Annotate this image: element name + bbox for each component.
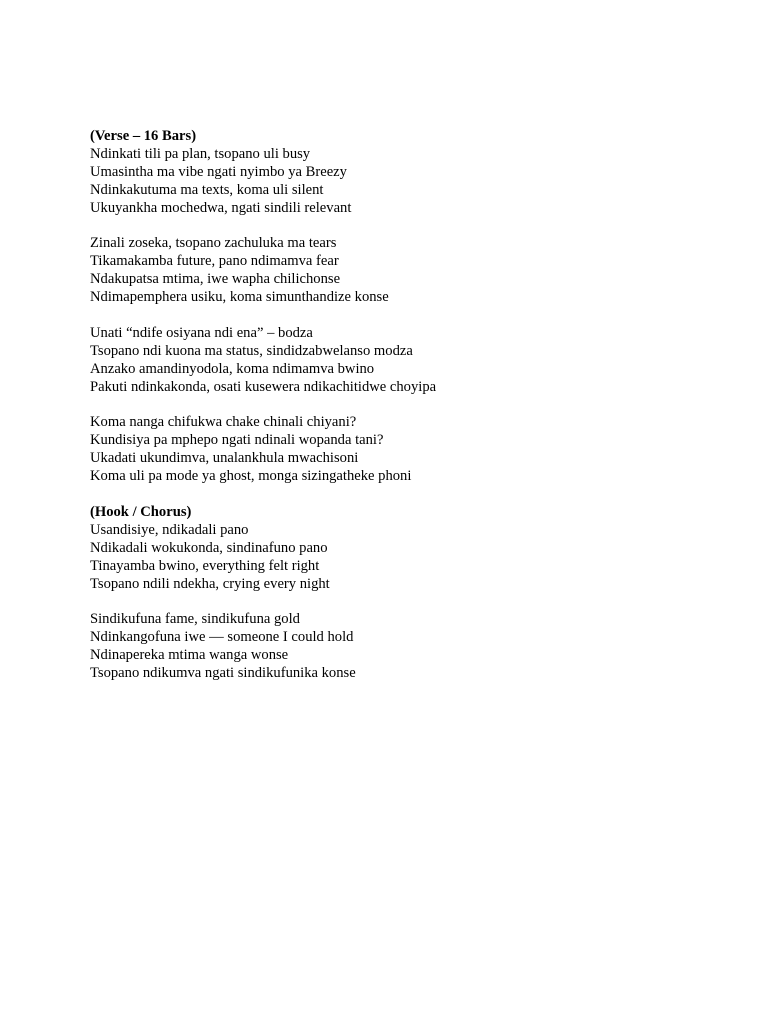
lyric-line: Anzako amandinyodola, koma ndimamva bwino [90,360,375,377]
lyric-line: Usandisiye, ndikadali pano [90,521,249,538]
verse-stanza-2 [90,235,710,307]
lyric-line: Ndinkati tili pa plan, tsopano uli busy [90,145,311,162]
lyric-line: Ndinkangofuna iwe — someone I could hold [90,629,354,646]
lyric-line: Unati “ndife osiyana ndi ena” – bodza [90,324,313,341]
lyric-line: Tinayamba bwino, everything felt right [90,557,320,574]
lyric-line: Ukadati ukundimva, unalankhula mwachisoni [90,450,359,467]
section-heading-chorus: (Hook / Chorus) [90,503,192,520]
lyric-line: Ndinkakutuma ma texts, koma uli silent [90,181,324,198]
verse-stanza-1 [90,146,710,218]
lyric-line: Ndakupatsa mtima, iwe wapha chilichonse [90,271,341,288]
lyric-line: Tikamakamba future, pano ndimamva fear [90,253,339,270]
lyric-line: Tsopano ndili ndekha, crying every night [90,575,330,592]
lyric-line: Ndinapereka mtima wanga wonse [90,647,289,664]
chorus-section [90,504,710,683]
chorus-stanza-2 [90,611,710,683]
lyric-line: Koma uli pa mode ya ghost, monga sizingatheke phoni [90,468,412,485]
verse-stanza-3 [90,325,710,397]
lyric-line: Kundisiya pa mphepo ngati ndinali wopanda tani? [90,432,384,449]
chorus-stanza-1 [90,522,710,594]
verse-section [90,128,710,486]
lyric-line: Umasintha ma vibe ngati nyimbo ya Breezy [90,163,347,180]
lyrics-body [90,128,710,701]
lyric-line: Ndikadali wokukonda, sindinafuno pano [90,539,328,556]
lyric-line: Zinali zoseka, tsopano zachuluka ma tears [90,235,337,252]
lyric-line: Sindikufuna fame, sindikufuna gold [90,611,300,628]
lyric-line: Ukuyankha mochedwa, ngati sindili relevant [90,199,352,216]
section-heading-verse: (Verse – 16 Bars) [90,128,197,144]
lyric-line: Pakuti ndinkakonda, osati kusewera ndikachitidwe choyipa [90,378,437,395]
verse-stanza-4 [90,414,710,486]
lyric-line: Koma nanga chifukwa chake chinali chiyani? [90,414,357,431]
lyric-line: Ndimapemphera usiku, koma simunthandize konse [90,289,389,306]
lyric-line: Tsopano ndikumva ngati sindikufunika konse [90,665,356,682]
lyric-line: Tsopano ndi kuona ma status, sindidzabwelanso modza [90,342,413,359]
